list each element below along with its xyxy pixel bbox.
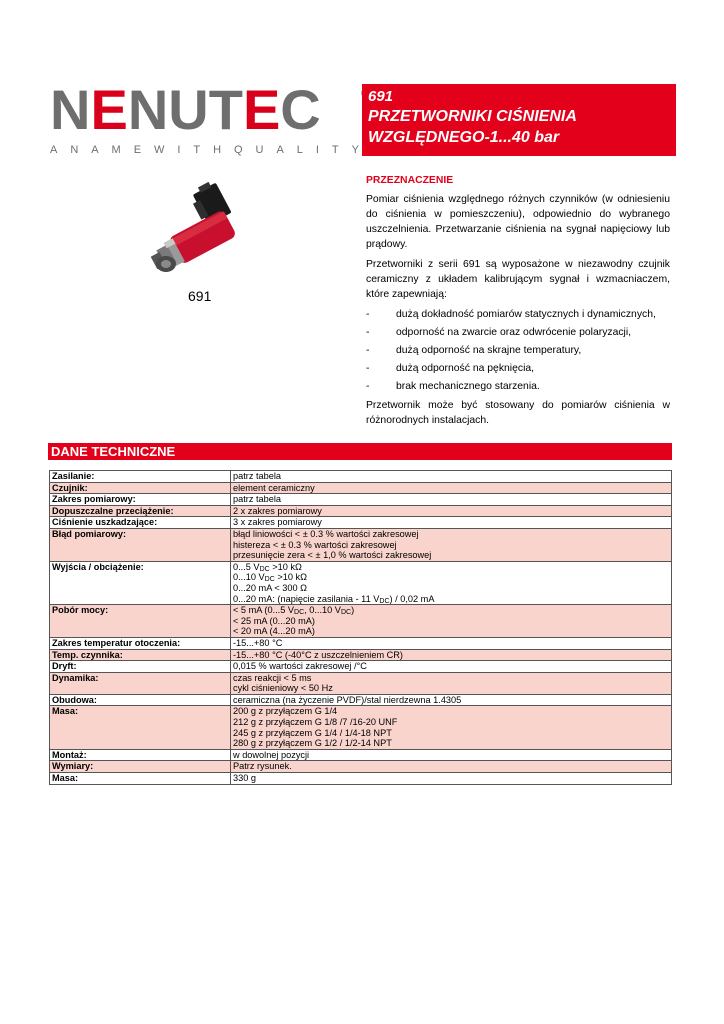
spec-key: Wymiary: xyxy=(50,761,231,773)
logo-letter: E xyxy=(242,78,281,141)
table-row xyxy=(50,706,672,749)
spec-key: Temp. czynnika: xyxy=(50,649,231,661)
spec-key: Obudowa: xyxy=(50,694,231,706)
product-image xyxy=(144,182,264,292)
spec-value-line: 2 x zakres pomiarowy xyxy=(233,505,322,516)
purpose-heading: PRZEZNACZENIE xyxy=(366,175,454,186)
spec-key: Ciśnienie uszkadzające: xyxy=(50,517,231,529)
logo-letter: T xyxy=(208,78,243,141)
spec-value xyxy=(231,661,672,673)
tagline-letter: U xyxy=(255,144,265,156)
spec-value-line: < 20 mA (4...20 mA) xyxy=(233,626,315,637)
spec-value xyxy=(231,672,672,694)
spec-value-line: patrz tabela xyxy=(233,471,282,481)
spec-value-line: 3 x zakres pomiarowy xyxy=(233,517,322,528)
logo-letter: N xyxy=(127,78,169,141)
spec-value-line: cykl ciśnieniowy < 50 Hz xyxy=(233,683,333,694)
value-text: 0...5 V xyxy=(233,561,260,572)
value-text: >10 kΩ xyxy=(274,572,307,583)
list-item-text: dużą odporność na pęknięcia, xyxy=(396,363,535,374)
list-item-text: odporność na zwarcie oraz odwrócenie polaryzacji, xyxy=(396,327,632,338)
spec-value xyxy=(231,561,672,604)
tagline-letter: L xyxy=(296,144,304,156)
spec-key: Dryft: xyxy=(50,661,231,673)
table-row xyxy=(50,471,672,483)
spec-value xyxy=(231,482,672,494)
list-item-text: dużą dokładność pomiarów statycznych i dynamicznych, xyxy=(396,309,656,320)
bullet-dash: - xyxy=(366,381,370,392)
value-text: , 0...10 V xyxy=(304,605,341,616)
list-item xyxy=(366,325,670,340)
spec-value xyxy=(231,494,672,506)
table-row xyxy=(50,561,672,604)
table-row xyxy=(50,773,672,785)
title-line-1: PRZETWORNIKI CIŚNIENIA xyxy=(368,108,577,125)
spec-key: Zakres temperatur otoczenia: xyxy=(50,637,231,649)
bullet-dash: - xyxy=(366,363,370,374)
spec-value xyxy=(231,694,672,706)
table-row xyxy=(50,694,672,706)
tagline-letter: T xyxy=(331,144,340,156)
spec-key: Czujnik: xyxy=(50,482,231,494)
technical-data-table xyxy=(49,470,672,785)
spec-value-line xyxy=(233,562,669,573)
table-row xyxy=(50,528,672,561)
value-text: < 5 mA (0...5 V xyxy=(233,605,295,616)
subscript: DC xyxy=(264,576,275,584)
value-text: ) xyxy=(351,605,355,616)
spec-value-line: patrz tabela xyxy=(233,494,282,505)
spec-key: Masa: xyxy=(50,773,231,785)
tagline-letter: Y xyxy=(351,144,360,156)
spec-value-line: element ceramiczny xyxy=(233,482,315,493)
tagline-letter: W xyxy=(154,144,166,156)
table-row xyxy=(50,749,672,761)
spec-value xyxy=(231,649,672,661)
table-row xyxy=(50,494,672,506)
description-paragraph-3: Przetwornik może być stosowany do pomiarów ciśnienia w różnorodnych instalacjach. xyxy=(366,400,670,426)
logo-tagline xyxy=(50,144,360,156)
product-label: 691 xyxy=(188,288,212,304)
table-row xyxy=(50,637,672,649)
spec-value xyxy=(231,471,672,483)
spec-value-line: przesunięcie zera < ± 1,0 % wartości zakresowej xyxy=(233,550,432,561)
tagline-letter: A xyxy=(276,144,285,156)
spec-value-line xyxy=(233,572,669,583)
spec-value xyxy=(231,605,672,638)
list-item xyxy=(366,307,670,322)
table-row xyxy=(50,649,672,661)
spec-value-line xyxy=(233,605,669,616)
description-paragraph-2: Przetworniki z serii 691 są wyposażone w niezawodny czujnik ceramiczny z układem kalibrującym sygnał i wzmacniaczem, które zapewniają: xyxy=(366,259,670,300)
table-row xyxy=(50,672,672,694)
pressure-transmitter-illustration xyxy=(144,182,264,292)
tagline-letter: I xyxy=(177,144,182,156)
spec-value-line: 200 g z przyłączem G 1/4 xyxy=(233,706,338,717)
spec-value-line: czas reakcji < 5 ms xyxy=(233,672,312,683)
bullet-dash: - xyxy=(366,327,370,338)
list-item-text: brak mechanicznego starzenia. xyxy=(396,381,540,392)
spec-value xyxy=(231,706,672,749)
table-row xyxy=(50,605,672,638)
spec-value xyxy=(231,505,672,517)
spec-value-line xyxy=(233,594,669,605)
spec-value-line: 330 g xyxy=(233,773,256,784)
spec-value-line: -15...+80 °C xyxy=(233,637,283,648)
spec-key: Wyjścia / obciążenie: xyxy=(50,561,231,604)
spec-value-line: 212 g z przyłączem G 1/8 /7 /16-20 UNF xyxy=(233,717,398,728)
subscript: DC xyxy=(259,565,270,573)
subscript: DC xyxy=(379,597,390,605)
table-row xyxy=(50,517,672,529)
tagline-letter: A xyxy=(91,144,100,156)
logo-letter: U xyxy=(168,78,209,141)
nenutec-logo xyxy=(50,78,360,156)
tagline-letter: E xyxy=(133,144,143,156)
spec-key: Zakres pomiarowy: xyxy=(50,494,231,506)
tagline-letter: A xyxy=(50,144,59,156)
spec-key: Montaż: xyxy=(50,749,231,761)
subscript: DC xyxy=(340,609,352,617)
table-row xyxy=(50,482,672,494)
spec-value-line: < 25 mA (0...20 mA) xyxy=(233,615,315,626)
tagline-letter: Q xyxy=(234,144,244,156)
bullet-dash: - xyxy=(366,345,370,356)
logo-letter: E xyxy=(90,78,128,141)
spec-key: Błąd pomiarowy: xyxy=(50,528,231,561)
technical-data-heading: DANE TECHNICZNE xyxy=(48,443,672,460)
spec-key: Pobór mocy: xyxy=(50,605,231,638)
tagline-letter: T xyxy=(193,144,202,156)
spec-value-line: -15...+80 °C (-40°C z uszczelnieniem CR) xyxy=(233,649,403,660)
spec-value-line: 280 g z przyłączem G 1/2 / 1/2-14 NPT xyxy=(233,738,392,749)
value-text: 0...10 V xyxy=(233,572,265,583)
value-text: ) / 0,02 mA xyxy=(389,593,435,604)
spec-key: Zasilanie: xyxy=(50,471,231,483)
tagline-letter: H xyxy=(213,144,223,156)
spec-value-line: 0,015 % wartości zakresowej /°C xyxy=(233,661,367,672)
spec-value-line: błąd liniowości < ± 0.3 % wartości zakresowej xyxy=(233,528,419,539)
spec-value xyxy=(231,761,672,773)
table-row xyxy=(50,505,672,517)
title-line-2: WZGLĘDNEGO-1...40 bar xyxy=(368,129,560,146)
list-item xyxy=(366,343,670,358)
spec-value xyxy=(231,517,672,529)
bullet-dash: - xyxy=(366,309,370,320)
spec-key: Dynamika: xyxy=(50,672,231,694)
spec-value-line: ceramiczna (na życzenie PVDF)/stal nierdzewna 1.4305 xyxy=(233,694,462,705)
spec-value xyxy=(231,637,672,649)
description xyxy=(366,173,670,433)
spec-key: Dopuszczalne przeciążenie: xyxy=(50,505,231,517)
spec-value-line: histereza < ± 0.3 % wartości zakresowej xyxy=(233,539,397,550)
logo-letter: N xyxy=(50,78,91,141)
value-text: 0...20 mA: (napięcie zasilania - 11 V xyxy=(233,593,380,604)
spec-value xyxy=(231,773,672,785)
logo-letter: C xyxy=(280,78,321,141)
title-block xyxy=(362,84,676,156)
spec-value xyxy=(231,749,672,761)
tagline-letter: N xyxy=(70,144,80,156)
spec-key: Masa: xyxy=(50,706,231,749)
table-row xyxy=(50,661,672,673)
spec-value xyxy=(231,528,672,561)
logo-wordmark xyxy=(50,78,321,141)
tagline-letter: I xyxy=(315,144,320,156)
list-item xyxy=(366,361,670,376)
subscript: DC xyxy=(294,609,305,617)
list-item xyxy=(366,379,670,394)
list-item-text: dużą odporność na skrajne temperatury, xyxy=(396,345,582,356)
table-row xyxy=(50,761,672,773)
spec-value-line: Patrz rysunek. xyxy=(233,761,292,772)
spec-value-line: 245 g z przyłączem G 1/4 / 1/4-18 NPT xyxy=(233,727,392,738)
description-paragraph-1: Pomiar ciśnienia względnego różnych czynników (w odniesieniu do ciśnienia w pomieszczeniu), odpowiednio do wybranego uszczelnienia. Przetwarzanie ciśnienia na sygnał napięciowy lub prądowy. xyxy=(366,194,670,250)
tagline-letter: M xyxy=(111,144,122,156)
value-text: >10 kΩ xyxy=(269,561,302,572)
spec-value-line: w dowolnej pozycji xyxy=(233,749,310,760)
spec-value-line: 0...20 mA < 300 Ω xyxy=(233,582,308,593)
feature-list xyxy=(366,307,670,394)
model-number: 691 xyxy=(368,88,394,105)
